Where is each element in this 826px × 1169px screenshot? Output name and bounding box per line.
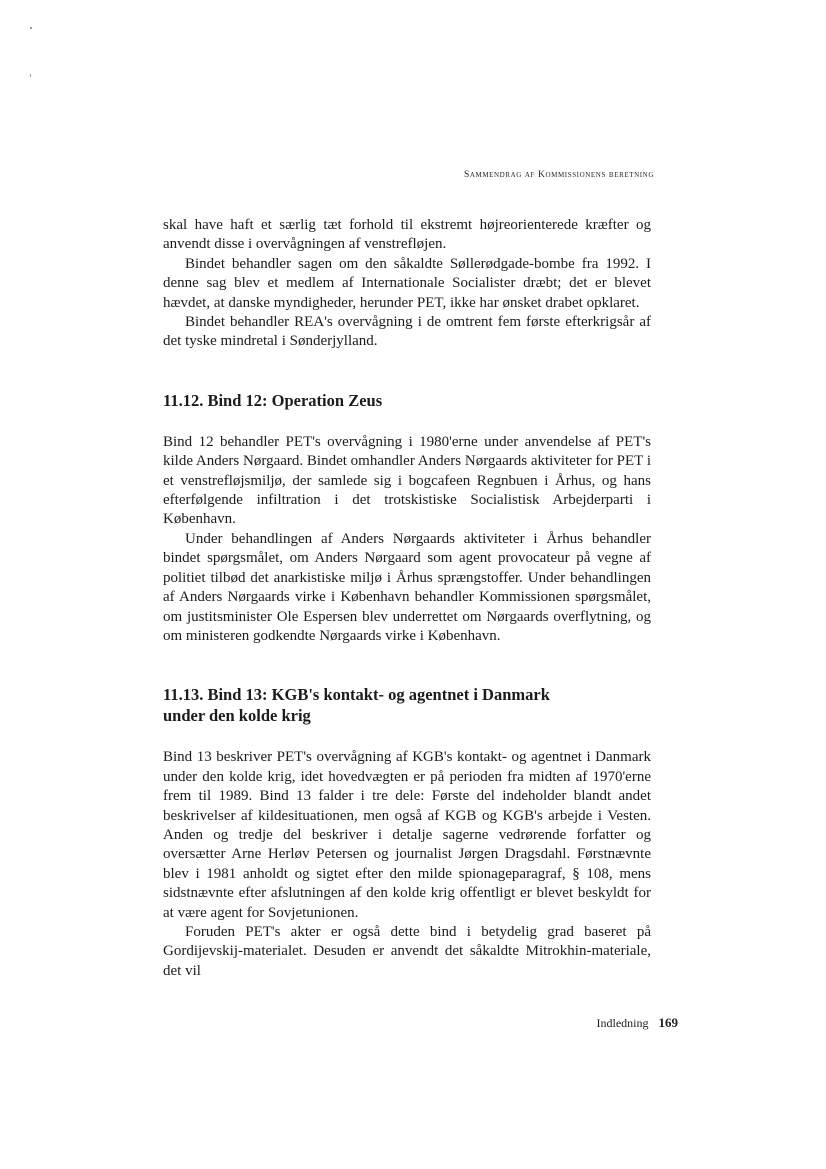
section-heading-line: under den kolde krig [163,706,311,726]
page-footer [597,1015,679,1031]
body-paragraph: Under behandlingen af Anders Nørgaards aktiviteter i Århus behandler bindet spørgsmålet, om Anders Nørgaard som agent provocateur på vegne af politiet tilbød det anarkistiske miljø i Århus sprængstoffer. Under behandlingen af Anders Nørgaards virke i København behandler Kommissionen spørgsmålet, om justitsminister Ole Espersen blev underrettet om Nørgaards overflytning, og om ministeren godkendte Nørgaards virke i København. [163,530,651,644]
body-paragraph: Bindet behandler REA's overvågning i de omtrent fem første efterkrigsår af det tyske mindretal i Sønderjylland. [163,314,651,350]
section-heading: 11.12. Bind 12: Operation Zeus [163,390,383,410]
footer-chapter: Indledning [596,1016,649,1030]
section-heading [163,684,651,726]
body-paragraph: skal have haft et særlig tæt forhold til ekstremt højreorienterede kræfter og anvendt disse i overvågningen af venstrefløjen. [163,217,651,253]
body-paragraph: Bind 13 beskriver PET's overvågning af KGB's kontakt- og agentnet i Danmark under den kolde krig, idet hovedvægten er på perioden fra midten af 1970'erne frem til 1989. Bind 13 falder i tre dele: Første del indeholder blandt andet beskrivelser af kildesituationen, men også af KGB og KGB's arbejde i Vesten. Anden og tredje del beskriver i detalje sagerne vedrørende forfatter og oversætter Arne Herløv Petersen og journalist Jørgen Dragsdahl. Førstnævnte blev i 1981 anholdt og sigtet efter den milde spionageparagraf, § 108, mens sidstnævnte efter afslutningen af den kolde krig offentligt er blevet beskyldt for at være agent for Sovjetunionen. [163,749,651,921]
body-paragraph: Foruden PET's akter er også dette bind i betydelig grad baseret på Gordijevskij-materialet. Desuden er anvendt det såkaldte Mitrokhin-materiale, det vil [163,923,651,979]
page-number: 169 [658,1015,678,1030]
section-heading-line: 11.13. Bind 13: KGB's kontakt- og agentnet i Danmark [163,685,550,705]
running-header: Sammendrag af Kommissionens beretning [463,170,654,180]
scan-speck [30,74,31,77]
scan-speck [30,27,32,29]
page-body [163,216,651,981]
body-paragraph: Bind 12 behandler PET's overvågning i 1980'erne under anvendelse af PET's kilde Anders Nørgaard. Bindet omhandler Anders Nørgaards aktiviteter for PET i et venstrefløjsmiljø, der samlede sig i bogcafeen Regnbuen i Århus, og hans efterfølgende infiltration i det trotskistiske Socialistisk Arbejderparti i København. [163,433,651,528]
body-paragraph: Bindet behandler sagen om den såkaldte Søllerødgade-bombe fra 1992. I denne sag blev et medlem af Internationale Socialister dræbt; det er blevet hævdet, at danske myndigheder, herunder PET, ikke har ønsket drabet opklaret. [163,255,651,311]
